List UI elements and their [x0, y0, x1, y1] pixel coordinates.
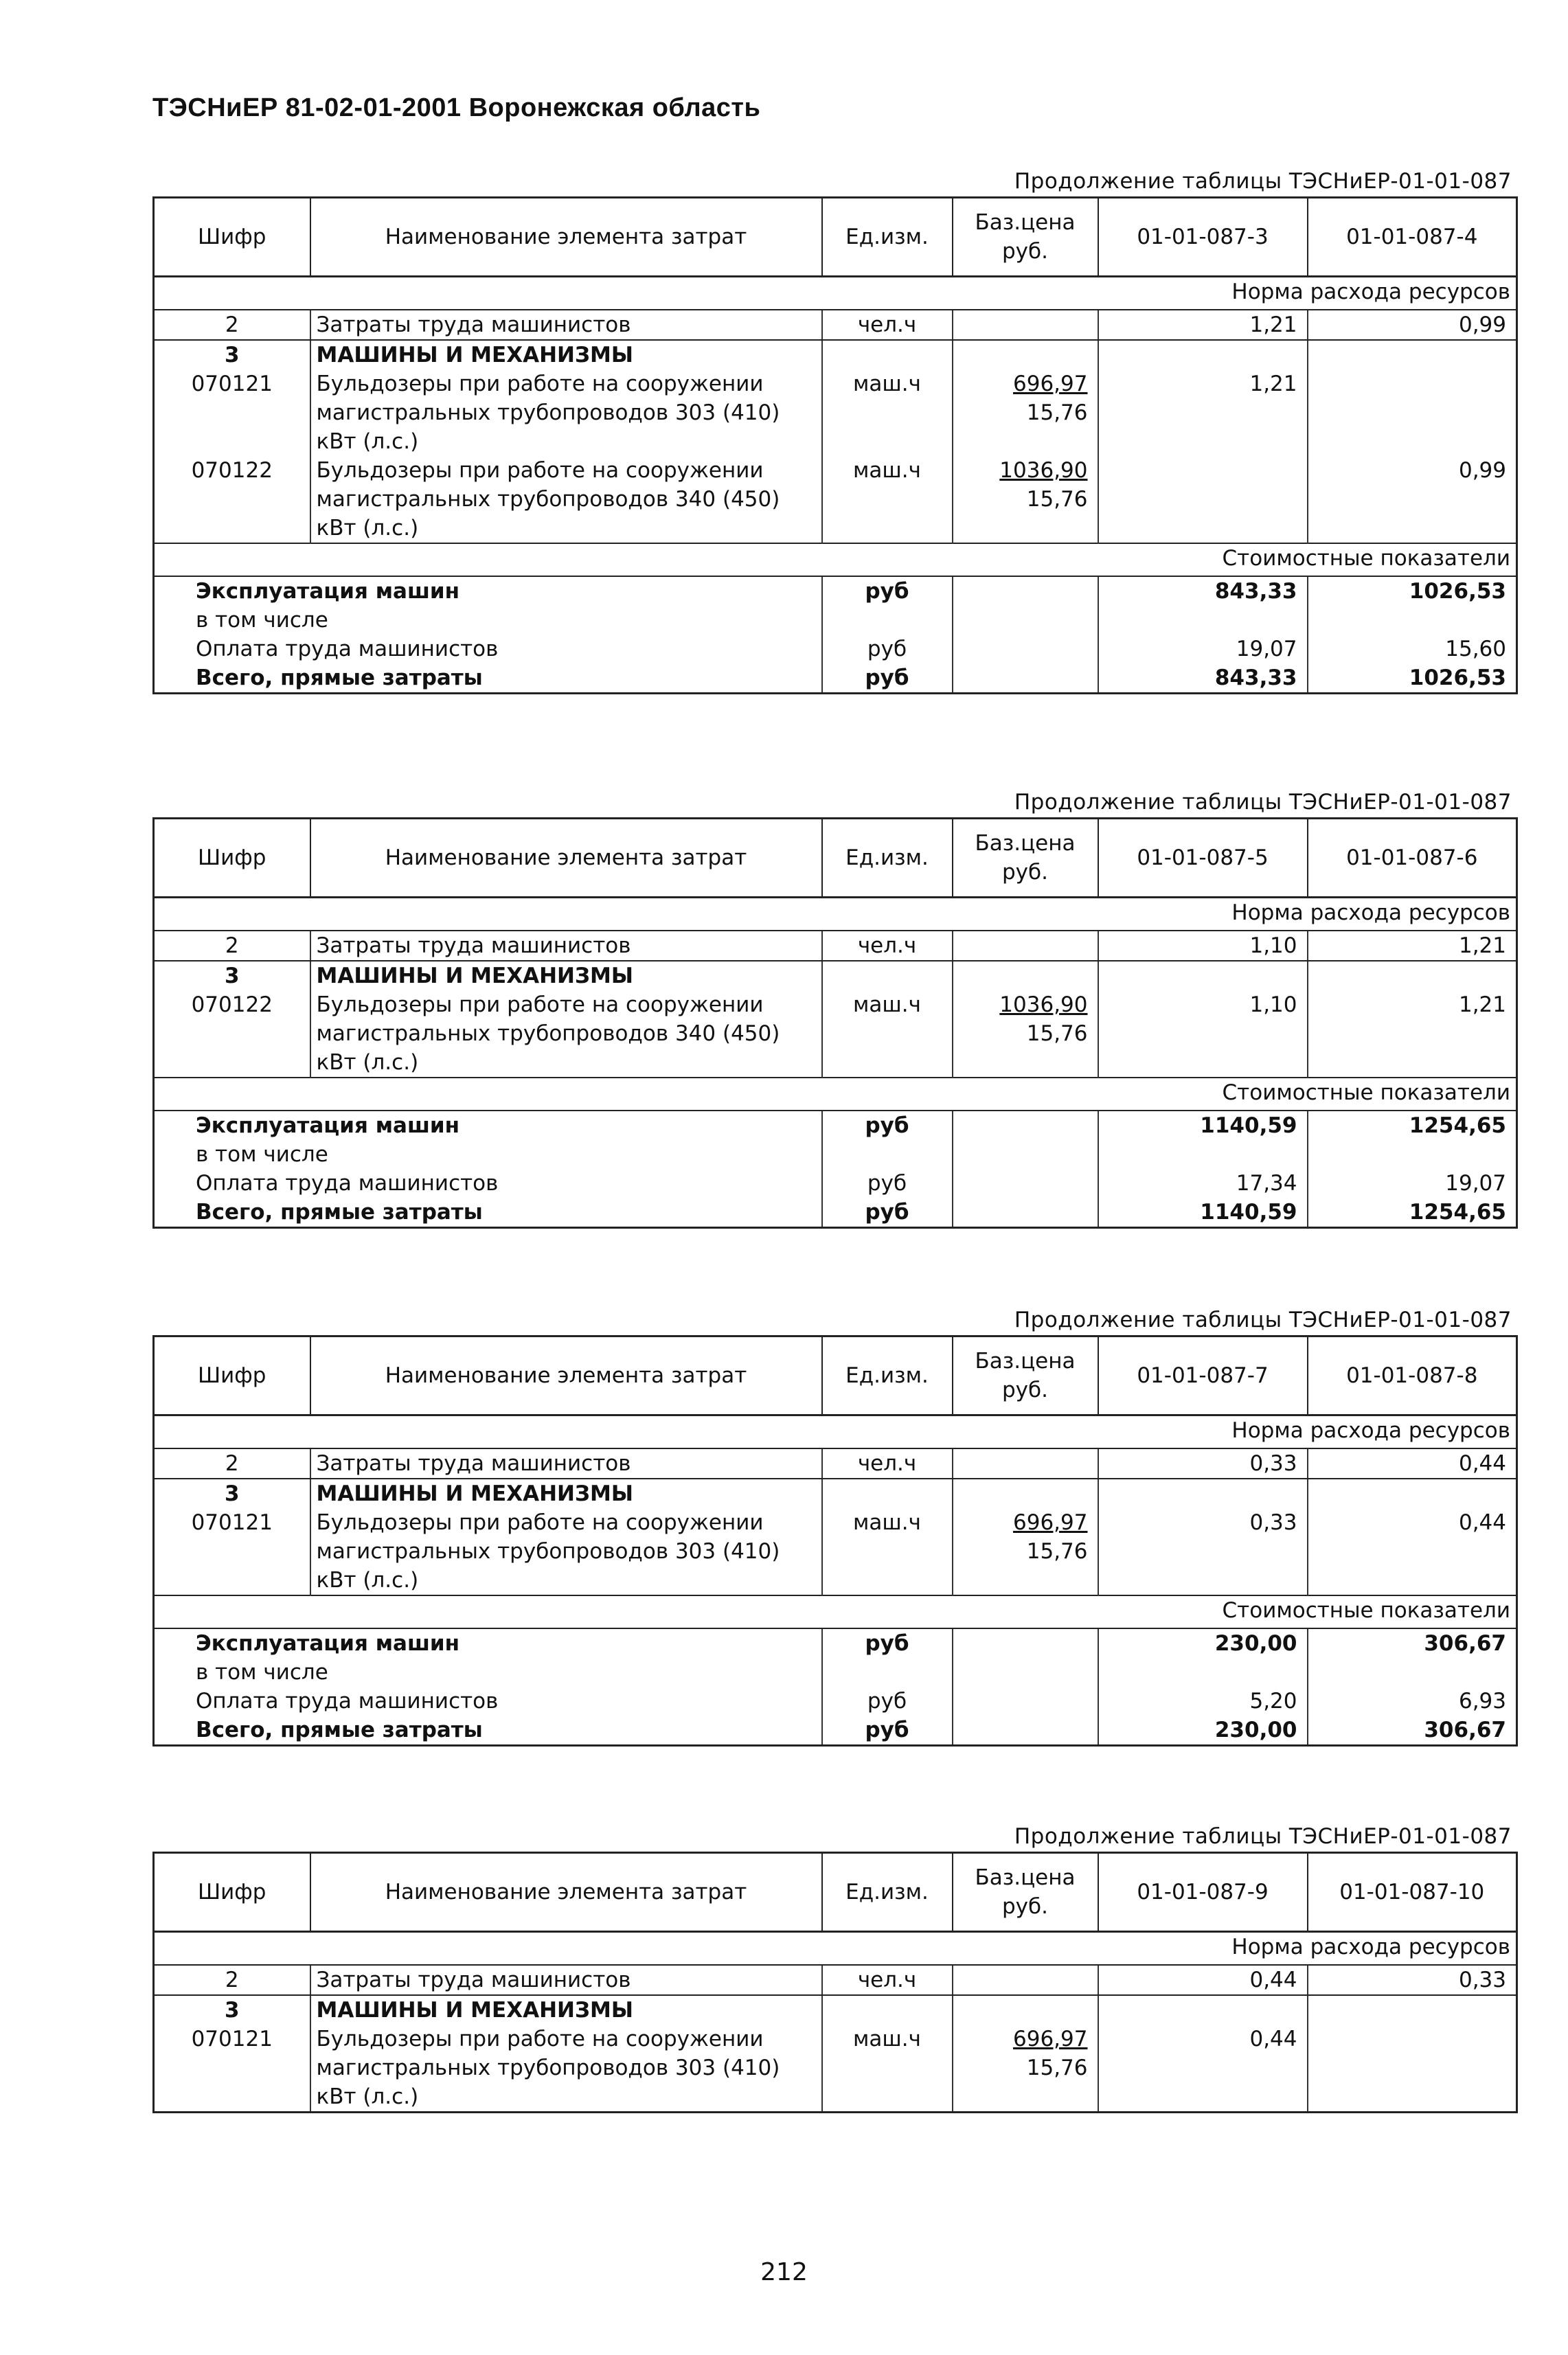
row-name: Затраты труда машинистов — [310, 1448, 822, 1479]
row-code: 070122 — [154, 456, 310, 543]
norms-table — [152, 196, 1518, 694]
row-value-a: 5,20 — [1098, 1687, 1308, 1716]
row-unit: руб — [822, 576, 953, 606]
col-cipher: Шифр — [154, 819, 310, 898]
row-code: 2 — [154, 931, 310, 961]
section-cost-label: Стоимостные показатели — [154, 543, 1517, 576]
col-name: Наименование элемента затрат — [310, 1336, 822, 1415]
continuation-label: Продолжение таблицы ТЭСНиЕР-01-01-087 — [1014, 790, 1512, 815]
section-cost-row — [154, 1078, 1517, 1111]
col-name: Наименование элемента затрат — [310, 1853, 822, 1932]
row-unit: маш.ч — [822, 2025, 953, 2113]
section-norm-label: Норма расхода ресурсов — [154, 898, 1517, 931]
table-row — [154, 635, 1517, 663]
table-row — [154, 1687, 1517, 1716]
table-row — [154, 931, 1517, 961]
section-norm-row — [154, 898, 1517, 931]
table-row — [154, 1716, 1517, 1746]
row-name: Эксплуатация машин — [154, 1628, 822, 1658]
table-row — [154, 456, 1517, 543]
row-value-b — [1308, 369, 1517, 456]
section-cost-label: Стоимостные показатели — [154, 1078, 1517, 1111]
row-name: в том числе — [154, 1140, 822, 1169]
row-unit: чел.ч — [822, 310, 953, 340]
row-value-a — [1098, 340, 1308, 369]
row-name: МАШИНЫ И МЕХАНИЗМЫ — [310, 961, 822, 990]
page-header: ТЭСНиЕР 81-02-01-2001 Воронежская область — [152, 93, 761, 122]
table-block-3 — [152, 1305, 1516, 1747]
col-cipher: Шифр — [154, 198, 310, 277]
row-price — [953, 931, 1098, 961]
row-name: Бульдозеры при работе на сооружении магистральных трубопроводов 303 (410) кВт (л.с.) — [310, 2025, 822, 2113]
col-code-b: 01-01-087-4 — [1308, 198, 1517, 277]
section-norm-label: Норма расхода ресурсов — [154, 1932, 1517, 1966]
row-value-b: 1254,65 — [1409, 1200, 1506, 1225]
row-unit: чел.ч — [822, 931, 953, 961]
row-price: 1036,90 15,76 — [953, 456, 1098, 543]
row-name: в том числе — [154, 1658, 822, 1687]
row-value-b: 0,44 — [1308, 1448, 1517, 1479]
row-value-a: 1,21 — [1098, 369, 1308, 456]
row-unit: руб — [822, 1687, 953, 1716]
row-price: 1036,90 15,76 — [953, 990, 1098, 1078]
col-code-a: 01-01-087-9 — [1098, 1853, 1308, 1932]
row-code: 3 — [154, 1995, 310, 2025]
row-value-b: 0,99 — [1458, 458, 1506, 483]
col-code-b: 01-01-087-10 — [1308, 1853, 1517, 1932]
row-value-b: 15,60 — [1445, 637, 1506, 661]
table-header-row — [154, 819, 1517, 898]
row-value-a: 230,00 — [1098, 1628, 1308, 1658]
table-row — [154, 1140, 1517, 1169]
row-code: 070121 — [154, 369, 310, 456]
section-cost-label: Стоимостные показатели — [154, 1595, 1517, 1628]
table-row — [154, 369, 1517, 456]
table-block-4 — [152, 1821, 1516, 2113]
row-code: 2 — [154, 310, 310, 340]
row-value-b: 0,44 — [1458, 1510, 1506, 1535]
row-value-a: 1,10 — [1098, 931, 1308, 961]
norms-table — [152, 1335, 1518, 1747]
row-name: МАШИНЫ И МЕХАНИЗМЫ — [310, 340, 822, 369]
col-name: Наименование элемента затрат — [310, 819, 822, 898]
continuation-label: Продолжение таблицы ТЭСНиЕР-01-01-087 — [1014, 1824, 1512, 1849]
table-block-2 — [152, 787, 1516, 1229]
table-row — [154, 2025, 1517, 2113]
row-unit: руб — [822, 635, 953, 663]
table-header-row — [154, 1336, 1517, 1415]
row-name: Затраты труда машинистов — [310, 931, 822, 961]
row-name: Всего, прямые затраты — [154, 663, 822, 694]
table-row — [154, 1198, 1517, 1228]
row-code: 3 — [154, 961, 310, 990]
table-block-1 — [152, 166, 1516, 694]
row-price — [953, 635, 1098, 663]
table-row — [154, 310, 1517, 340]
col-code-a: 01-01-087-7 — [1098, 1336, 1308, 1415]
row-value-a: 0,44 — [1098, 2025, 1308, 2113]
row-value-b — [1308, 2025, 1517, 2113]
row-name: Эксплуатация машин — [154, 1111, 822, 1140]
row-unit — [822, 340, 953, 369]
table-row — [154, 990, 1517, 1078]
table-row — [154, 1169, 1517, 1198]
row-name: Бульдозеры при работе на сооружении магистральных трубопроводов 340 (450) кВт (л.с.) — [310, 990, 822, 1078]
table-row — [154, 1508, 1517, 1595]
table-row — [154, 606, 1517, 635]
row-value-a: 1140,59 — [1098, 1111, 1308, 1140]
col-price: Баз.цена руб. — [953, 1336, 1098, 1415]
row-value-b: 0,99 — [1308, 310, 1517, 340]
row-name: Затраты труда машинистов — [310, 310, 822, 340]
row-name: МАШИНЫ И МЕХАНИЗМЫ — [310, 1479, 822, 1508]
row-price — [953, 576, 1098, 606]
row-unit: маш.ч — [822, 456, 953, 543]
row-unit: чел.ч — [822, 1965, 953, 1995]
row-value-b: 1026,53 — [1409, 579, 1506, 604]
row-price — [953, 340, 1098, 369]
row-value-b: 306,67 — [1424, 1631, 1506, 1656]
col-price: Баз.цена руб. — [953, 198, 1098, 277]
section-cost-row — [154, 1595, 1517, 1628]
row-code: 3 — [154, 340, 310, 369]
row-code: 070121 — [154, 2025, 310, 2113]
row-price: 696,97 15,76 — [953, 369, 1098, 456]
row-unit: чел.ч — [822, 1448, 953, 1479]
row-code: 2 — [154, 1965, 310, 1995]
table-row — [154, 1965, 1517, 1995]
section-norm-label: Норма расхода ресурсов — [154, 277, 1517, 310]
row-unit: руб — [822, 1111, 953, 1140]
row-name: Оплата труда машинистов — [154, 1169, 822, 1198]
table-row — [154, 340, 1517, 369]
row-name: Эксплуатация машин — [154, 576, 822, 606]
row-value-a: 17,34 — [1098, 1169, 1308, 1198]
row-name: Затраты труда машинистов — [310, 1965, 822, 1995]
row-unit: руб — [822, 1169, 953, 1198]
row-name: МАШИНЫ И МЕХАНИЗМЫ — [310, 1995, 822, 2025]
row-value-b: 1026,53 — [1409, 665, 1506, 690]
table-header-row — [154, 198, 1517, 277]
col-code-a: 01-01-087-3 — [1098, 198, 1308, 277]
col-name: Наименование элемента затрат — [310, 198, 822, 277]
section-cost-row — [154, 543, 1517, 576]
row-code: 070121 — [154, 1508, 310, 1595]
row-value-b: 1,21 — [1458, 992, 1506, 1017]
col-code-b: 01-01-087-6 — [1308, 819, 1517, 898]
row-value-a: 1,21 — [1098, 310, 1308, 340]
norms-table — [152, 1852, 1518, 2113]
table-row — [154, 1448, 1517, 1479]
row-value-a: 230,00 — [1098, 1716, 1308, 1746]
row-name: Оплата труда машинистов — [154, 1687, 822, 1716]
row-price: 696,97 15,76 — [953, 1508, 1098, 1595]
col-price: Баз.цена руб. — [953, 819, 1098, 898]
col-cipher: Шифр — [154, 1853, 310, 1932]
row-unit: маш.ч — [822, 369, 953, 456]
col-unit: Ед.изм. — [822, 198, 953, 277]
row-name: Бульдозеры при работе на сооружении магистральных трубопроводов 340 (450) кВт (л.с.) — [310, 456, 822, 543]
row-value-b: 1,21 — [1308, 931, 1517, 961]
section-norm-row — [154, 1415, 1517, 1449]
row-value-b: 0,33 — [1308, 1965, 1517, 1995]
col-unit: Ед.изм. — [822, 1336, 953, 1415]
row-value-a: 19,07 — [1098, 635, 1308, 663]
row-price — [953, 663, 1098, 694]
row-unit: руб — [822, 1198, 953, 1228]
table-row — [154, 961, 1517, 990]
row-value-a: 0,33 — [1098, 1448, 1308, 1479]
row-unit: руб — [822, 1716, 953, 1746]
row-unit: маш.ч — [822, 1508, 953, 1595]
row-name: Бульдозеры при работе на сооружении магистральных трубопроводов 303 (410) кВт (л.с.) — [310, 1508, 822, 1595]
row-value-b: 1254,65 — [1409, 1113, 1506, 1138]
col-code-a: 01-01-087-5 — [1098, 819, 1308, 898]
row-value-a — [1098, 456, 1308, 543]
col-unit: Ед.изм. — [822, 1853, 953, 1932]
row-price — [953, 310, 1098, 340]
row-code: 070122 — [154, 990, 310, 1078]
row-value-a: 1,10 — [1098, 990, 1308, 1078]
table-header-row — [154, 1853, 1517, 1932]
table-row — [154, 663, 1517, 694]
row-value-b: 19,07 — [1445, 1171, 1506, 1196]
row-value-a: 0,44 — [1098, 1965, 1308, 1995]
row-value-b: 6,93 — [1458, 1689, 1506, 1714]
col-price: Баз.цена руб. — [953, 1853, 1098, 1932]
row-unit: руб — [822, 1628, 953, 1658]
row-name: Всего, прямые затраты — [154, 1716, 822, 1746]
section-norm-label: Норма расхода ресурсов — [154, 1415, 1517, 1449]
table-row — [154, 1628, 1517, 1658]
row-value-a: 843,33 — [1098, 576, 1308, 606]
page-number: 212 — [760, 2258, 808, 2286]
table-row — [154, 1111, 1517, 1140]
row-code: 3 — [154, 1479, 310, 1508]
row-name: в том числе — [154, 606, 822, 635]
section-norm-row — [154, 277, 1517, 310]
table-row — [154, 1995, 1517, 2025]
row-name: Бульдозеры при работе на сооружении магистральных трубопроводов 303 (410) кВт (л.с.) — [310, 369, 822, 456]
section-norm-row — [154, 1932, 1517, 1966]
col-code-b: 01-01-087-8 — [1308, 1336, 1517, 1415]
row-value-a: 1140,59 — [1098, 1198, 1308, 1228]
col-unit: Ед.изм. — [822, 819, 953, 898]
row-value-a: 0,33 — [1098, 1508, 1308, 1595]
row-code: 2 — [154, 1448, 310, 1479]
row-value-a: 843,33 — [1098, 663, 1308, 694]
row-name: Оплата труда машинистов — [154, 635, 822, 663]
table-row — [154, 576, 1517, 606]
row-unit: маш.ч — [822, 990, 953, 1078]
row-value-b: 306,67 — [1424, 1718, 1506, 1742]
table-row — [154, 1479, 1517, 1508]
row-value-b — [1308, 340, 1517, 369]
row-price: 696,97 15,76 — [953, 2025, 1098, 2113]
col-cipher: Шифр — [154, 1336, 310, 1415]
continuation-label: Продолжение таблицы ТЭСНиЕР-01-01-087 — [1014, 169, 1512, 194]
row-unit: руб — [822, 663, 953, 694]
table-row — [154, 1658, 1517, 1687]
continuation-label: Продолжение таблицы ТЭСНиЕР-01-01-087 — [1014, 1308, 1512, 1332]
row-name: Всего, прямые затраты — [154, 1198, 822, 1228]
norms-table — [152, 817, 1518, 1229]
